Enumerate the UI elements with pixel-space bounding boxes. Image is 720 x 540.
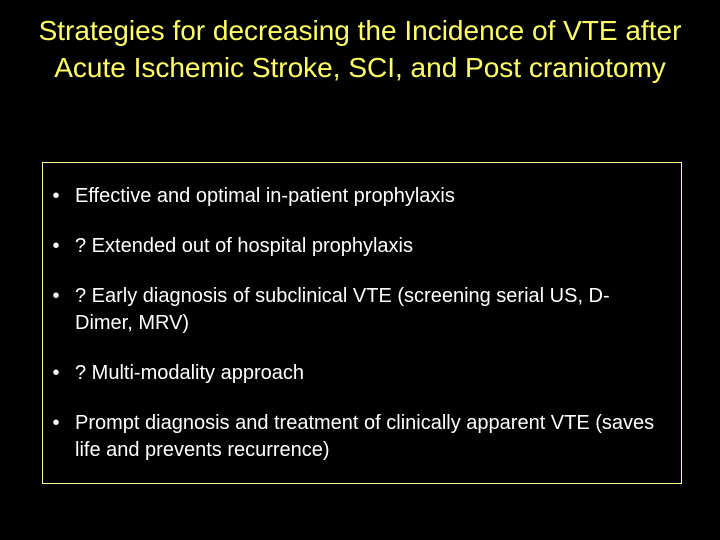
bullet-text: ? Extended out of hospital prophylaxis (75, 235, 413, 257)
slide-title: Strategies for decreasing the Incidence of VTE after Acute Ischemic Stroke, SCI, and Post craniotomy (38, 15, 682, 83)
bullet-item-extended-prophylaxis (43, 233, 663, 260)
bullet-icon: • (52, 235, 60, 257)
bullet-list (43, 183, 663, 487)
bullet-icon: • (52, 285, 60, 307)
bullet-text: ? Multi-modality approach (75, 362, 304, 384)
content-box (42, 162, 682, 484)
bullet-item-early-diagnosis (43, 283, 663, 337)
bullet-text: Effective and optimal in-patient prophylaxis (75, 185, 455, 207)
bullet-item-inpatient-prophylaxis (43, 183, 663, 210)
bullet-text: ? Early diagnosis of subclinical VTE (screening serial US, D-Dimer, MRV) (75, 285, 610, 334)
bullet-item-multi-modality (43, 360, 663, 387)
bullet-text: Prompt diagnosis and treatment of clinically apparent VTE (saves life and prevents recurrence) (75, 412, 655, 461)
bullet-item-prompt-diagnosis (43, 410, 663, 464)
bullet-icon: • (52, 185, 60, 207)
bullet-icon: • (52, 412, 60, 434)
bullet-icon: • (52, 362, 60, 384)
